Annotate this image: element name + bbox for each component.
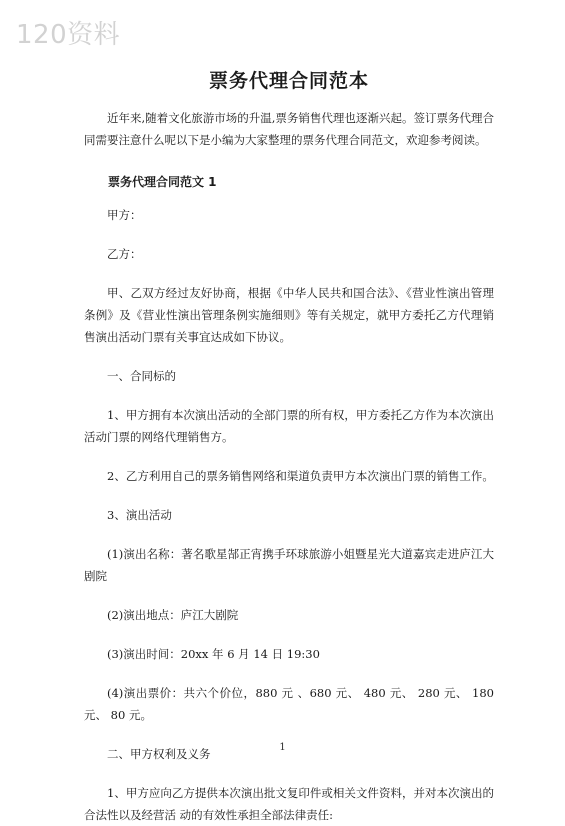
performance-name: (1)演出名称：著名歌星郜正宵携手环球旅游小姐暨星光大道嘉宾走进庐江大剧院 xyxy=(84,547,494,583)
party-b-line: 乙方： xyxy=(107,247,142,261)
party-a-obligation-1: 1、甲方应向乙方提供本次演出批文复印件或相关文件资料，并对本次演出的合法性以及经营活 动的有效性承担全部法律责任: xyxy=(84,786,494,822)
document-body xyxy=(84,66,494,826)
performance-prices: (4)演出票价：共六个价位，880 元 、680 元、 480 元、 280 元、 180 元、 80 元。 xyxy=(84,686,494,722)
watermark-logo: 120资料 xyxy=(16,20,121,50)
clause-item-1: 1、甲方拥有本次演出活动的全部门票的所有权，甲方委托乙方作为本次演出活动门票的网络代理销售方。 xyxy=(84,408,494,444)
intro-paragraph: 近年来,随着文化旅游市场的升温,票务销售代理也逐渐兴起。签订票务代理合同需要注意什么呢以下是小编为大家整理的票务代理合同范文，欢迎参考阅读。 xyxy=(84,111,494,147)
performance-venue: (2)演出地点：庐江大剧院 xyxy=(107,608,239,622)
document-title: 票务代理合同范本 xyxy=(208,70,369,92)
clause-heading-2: 二、甲方权利及义务 xyxy=(107,747,211,761)
page-number: 1 xyxy=(279,742,286,753)
section-heading: 票务代理合同范文 1 xyxy=(108,175,217,189)
preamble-paragraph: 甲、乙双方经过友好协商，根据《中华人民共和国合法》、《营业性演出管理条例》及《营业性演出管理条例实施细则》等有关规定，就甲方委托乙方代理销售演出活动门票有关事宜达成如下协议。 xyxy=(84,286,494,344)
clause-heading-1: 一、合同标的 xyxy=(107,369,176,383)
clause-item-3: 3、演出活动 xyxy=(107,508,172,522)
party-a-line: 甲方： xyxy=(107,208,142,222)
performance-time: (3)演出时间：20xx 年 6 月 14 日 19:30 xyxy=(107,647,320,661)
clause-item-2: 2、乙方利用自己的票务销售网络和渠道负责甲方本次演出门票的销售工作。 xyxy=(107,469,494,483)
